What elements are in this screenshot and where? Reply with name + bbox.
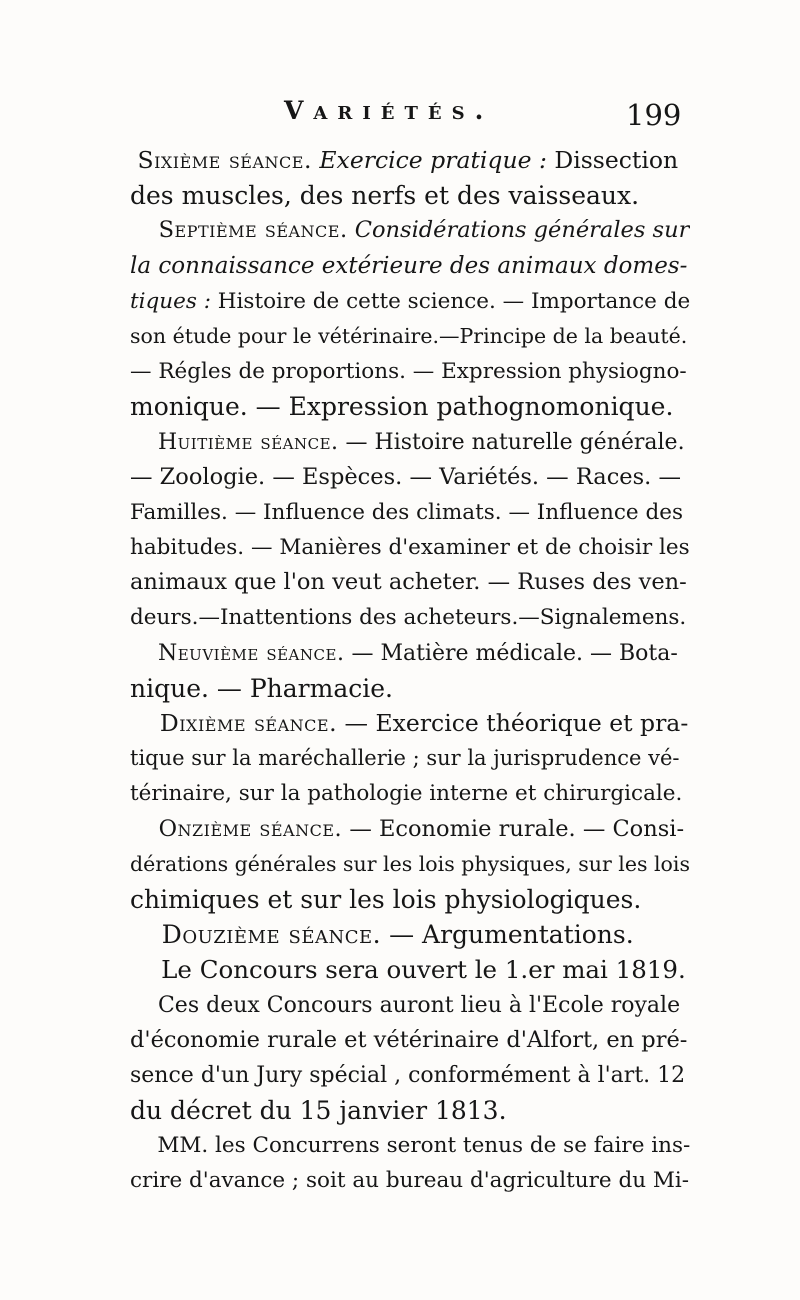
line-text: d'économie rurale et vétérinaire d'Alfort, en pré-: [130, 1026, 688, 1053]
line-text: — Régles de proportions. — Expression physiogno-: [130, 359, 687, 385]
line-text: Ces deux Concours auront lieu à l'Ecole royale: [130, 992, 681, 1018]
text-line: [130, 1128, 690, 1163]
line-text: Histoire de cette science. — Importance de: [210, 288, 690, 314]
text-line: [130, 847, 690, 882]
line-text: [130, 920, 162, 949]
text-line: [130, 706, 690, 741]
italic-text: Exercice pratique :: [319, 146, 547, 174]
text-line: [130, 178, 690, 213]
text-line: [130, 565, 690, 600]
running-title: Variétés.: [284, 96, 494, 125]
text-line: [130, 495, 690, 530]
line-text: — Matière médicale. — Bota-: [344, 640, 678, 666]
text-line: [130, 1058, 690, 1093]
seance-heading: Neuvième séance.: [157, 640, 345, 666]
line-text: MM. les Concurrens seront tenus de se faire ins-: [130, 1133, 690, 1159]
text-line: [130, 1093, 690, 1128]
body-text: [130, 143, 690, 1199]
text-line: [130, 460, 690, 495]
page-number: 199: [626, 98, 682, 132]
line-text: des muscles, des nerfs et des vaisseaux.: [130, 181, 640, 211]
line-text: Dissection: [546, 146, 679, 174]
seance-heading: Huitième séance.: [157, 429, 339, 455]
line-text: habitudes. — Manières d'examiner et de choisir les: [130, 535, 690, 561]
line-text: — Histoire naturelle générale.: [338, 429, 685, 455]
seance-heading: Sixième séance.: [137, 146, 312, 174]
line-text: chimiques et sur les lois physiologiques.: [130, 884, 642, 914]
line-text: deurs.—Inattentions des acheteurs.—Signalemens.: [130, 605, 687, 631]
seance-heading: Douzième séance.: [161, 920, 382, 950]
italic-text: tiques :: [130, 288, 211, 314]
line-text: Le Concours sera ouvert le 1.er mai 1819.: [130, 955, 686, 985]
text-line: [130, 284, 690, 319]
text-line: [130, 1023, 690, 1058]
line-text: [348, 217, 355, 243]
text-line: [130, 741, 690, 776]
text-line: [130, 636, 690, 671]
text-line: [130, 354, 690, 389]
text-line: [130, 917, 690, 952]
seance-heading: Septième séance.: [158, 217, 348, 244]
italic-text: la connaissance extérieure des animaux domes-: [130, 252, 688, 279]
line-text: nique. — Pharmacie.: [130, 673, 393, 703]
line-text: tique sur la maréchallerie ; sur la jurisprudence vé-: [130, 746, 680, 771]
line-text: animaux que l'on veut acheter. — Ruses des ven-: [130, 569, 687, 596]
line-text: [130, 709, 160, 737]
text-line: [130, 389, 690, 424]
italic-text: Considérations générales sur: [354, 217, 690, 244]
line-text: — Economie rurale. — Consi-: [342, 815, 685, 842]
line-text: dérations générales sur les lois physiques, sur les lois: [130, 851, 690, 876]
line-text: — Argumentations.: [381, 920, 634, 950]
seance-heading: Dixième séance.: [159, 709, 338, 737]
line-text: monique. — Expression pathognomonique.: [130, 392, 674, 422]
text-line: [130, 776, 690, 811]
text-line: [130, 988, 690, 1023]
text-line: [130, 600, 690, 635]
line-text: du décret du 15 janvier 1813.: [130, 1096, 507, 1126]
text-line: [130, 213, 690, 248]
seance-heading: Onzième séance.: [158, 815, 343, 842]
line-text: son étude pour le vétérinaire.—Principe de la beauté.: [130, 323, 688, 348]
text-line: [130, 530, 690, 565]
text-line: [130, 1163, 690, 1198]
text-line: [130, 249, 690, 284]
line-text: [130, 217, 159, 243]
text-line: [130, 319, 690, 354]
text-line: [130, 882, 690, 917]
line-text: [130, 430, 158, 455]
line-text: [130, 641, 158, 666]
line-text: sence d'un Jury spécial , conformément à l'art. 12: [130, 1062, 686, 1088]
text-line: [130, 671, 690, 706]
text-line: [130, 812, 690, 847]
text-line: [130, 952, 690, 987]
line-text: Familles. — Influence des climats. — Influence des: [130, 499, 683, 525]
line-text: — Zoologie. — Espèces. — Variétés. — Races. —: [130, 463, 681, 490]
line-text: [130, 816, 159, 842]
line-text: térinaire, sur la pathologie interne et chirurgicale.: [130, 781, 683, 807]
line-text: crire d'avance ; soit au bureau d'agriculture du Mi-: [130, 1168, 690, 1194]
text-line: [130, 143, 690, 178]
text-line: [130, 425, 690, 460]
line-text: — Exercice théorique et pra-: [337, 709, 689, 737]
